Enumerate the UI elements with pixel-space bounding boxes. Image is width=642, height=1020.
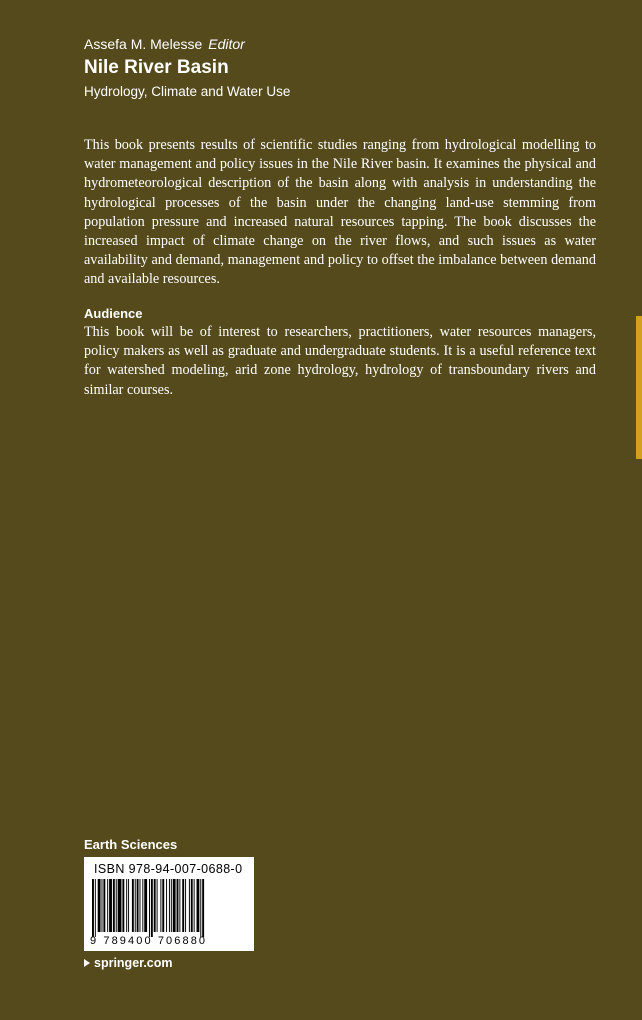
barcode-bar	[103, 879, 105, 932]
ean-digits: 9 789400 706880	[90, 935, 208, 947]
barcode-bar	[157, 879, 158, 932]
barcode-bar	[102, 879, 103, 932]
barcode-bar	[118, 879, 122, 932]
barcode-bar	[92, 879, 94, 937]
barcode-bar	[128, 879, 129, 932]
editor-line	[84, 35, 290, 53]
barcode-bar	[173, 879, 176, 932]
barcode-bar	[197, 879, 200, 932]
barcode-bar	[162, 879, 164, 932]
barcode-bar	[137, 879, 139, 932]
publisher-link[interactable]	[84, 955, 173, 971]
book-subtitle: Hydrology, Climate and Water Use	[84, 84, 291, 99]
barcode-bar	[194, 879, 195, 932]
barcode-bar	[177, 879, 179, 932]
barcode-bar	[182, 879, 184, 932]
barcode-bar	[142, 879, 143, 932]
isbn-barcode	[84, 857, 254, 951]
barcode-bar	[171, 879, 172, 932]
audience-text: This book will be of interest to researchers, practitioners, water resources managers, policy makers as well as graduate and undergraduate students. It is a useful reference text for watershed modeling, arid zone hydrology, hydrology of transboundary rivers and similar courses.	[84, 324, 596, 398]
barcode-bar	[169, 879, 170, 932]
barcode-bar	[179, 879, 180, 932]
book-description: This book presents results of scientific studies ranging from hydrological modelling to water management and policy issues in the Nile River basin. It examines the physical and hydrometeorological description of the basin along with analysis in understanding the hydrological processes of the basin under the changing land-use stemming from population pressure and increased natural resources tapping. The book discusses the increased impact of climate change on the river flows, and such issues as water availability and demand, management and policy to offset the imbalance between demand and available resources.	[84, 137, 596, 288]
barcode-bar	[189, 879, 190, 932]
barcode-bar	[98, 879, 101, 932]
barcode-bar	[160, 879, 161, 932]
barcode-bar	[132, 879, 134, 932]
spine-color-tab	[636, 316, 642, 459]
barcode-bar	[126, 879, 127, 932]
barcode-bar	[140, 879, 141, 932]
barcode-bar	[122, 879, 124, 932]
barcode-bar	[135, 879, 136, 932]
barcode-bar	[95, 879, 96, 937]
barcode-bar	[166, 879, 167, 932]
cover-header	[84, 35, 290, 101]
barcode-bar	[107, 879, 108, 932]
editor-role: Editor	[208, 36, 245, 52]
barcode-bar	[202, 879, 204, 937]
barcode-bar	[191, 879, 193, 932]
barcode-bars	[92, 879, 246, 937]
barcode-bar	[154, 879, 156, 932]
editor-name: Assefa M. Melesse	[84, 36, 203, 52]
isbn-label: ISBN 978-94-007-0688-0	[94, 862, 243, 876]
barcode-bar	[116, 879, 117, 932]
publisher-link-text[interactable]: springer.com	[94, 956, 173, 970]
barcode-bar	[185, 879, 186, 932]
barcode-bar	[200, 879, 201, 937]
barcode-bar	[151, 879, 153, 937]
barcode-bar	[109, 879, 112, 932]
book-title: Nile River Basin	[84, 57, 229, 78]
barcode-bar	[149, 879, 150, 937]
barcode-bar	[144, 879, 147, 932]
series-name: Earth Sciences	[84, 837, 178, 852]
barcode-bar	[113, 879, 115, 932]
audience-heading: Audience	[84, 306, 143, 321]
triangle-right-icon	[84, 959, 90, 967]
